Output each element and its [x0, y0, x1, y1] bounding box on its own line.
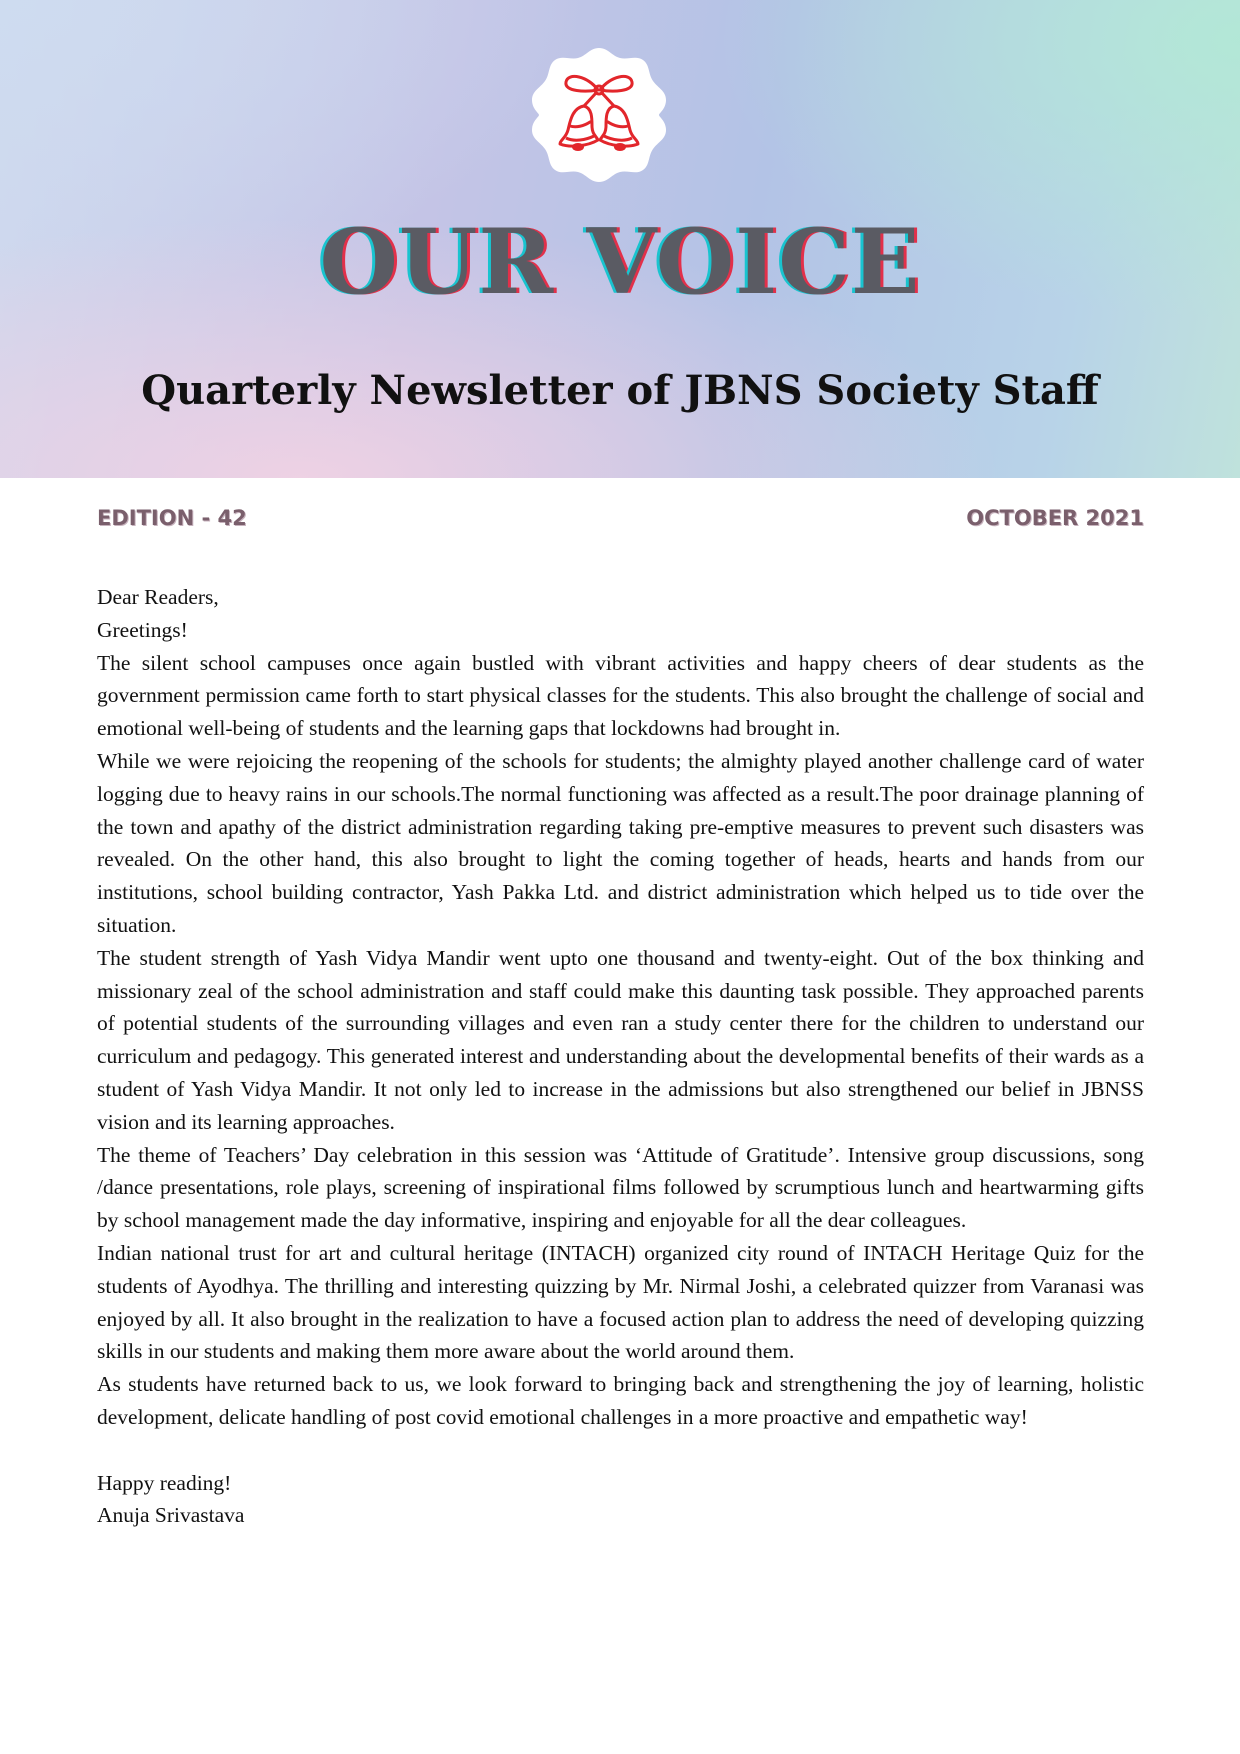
masthead: [0, 0, 1240, 478]
edition-label: EDITION - 42: [97, 506, 247, 530]
closing-line: Happy reading!: [97, 1470, 232, 1495]
letter-paragraph: As students have returned back to us, we look forward to bringing back and strengthening the joy of learning, holistic development, delicate handling of post covid emotional challenges in a more proactive and empathetic way!: [97, 1372, 1144, 1429]
letter-paragraph: The theme of Teachers’ Day celebration in this session was ‘Attitude of Gratitude’. Intensive group discussions, song /dance presentations, role plays, screening of inspirational films followed by scrumptious lunch and heartwarming gifts by school management made the day informative, inspiring and enjoyable for all the dear colleagues.: [97, 1142, 1144, 1233]
letter-paragraph: Indian national trust for art and cultural heritage (INTACH) organized city round of INTACH Heritage Quiz for the students of Ayodhya. The thrilling and interesting quizzing by Mr. Nirmal Joshi, a celebrated quizzer from Varanasi was enjoyed by all. It also brought in the realization to have a focused action plan to address the need of developing quizzing skills in our students and making them more aware about the world around them.: [97, 1240, 1144, 1364]
letter-paragraph: While we were rejoicing the reopening of the schools for students; the almighty played another challenge card of water logging due to heavy rains in our schools.The normal functioning was affected as a result.The poor drainage planning of the town and apathy of the district administration regarding taking pre-emptive measures to prevent such disasters was revealed. On the other hand, this also brought to light the coming together of heads, hearts and hands from our institutions, school building contractor, Yash Pakka Ltd. and district administration which helped us to tide over the situation.: [97, 748, 1144, 937]
letter-paragraph: The silent school campuses once again bustled with vibrant activities and happy cheers of dear students as the government permission came forth to start physical classes for the students. This also brought the challenge of social and emotional well-being of students and the learning gaps that lockdowns had brought in.: [97, 650, 1144, 741]
letter-paragraph: The student strength of Yash Vidya Mandir went upto one thousand and twenty-eight. Out of the box thinking and missionary zeal of the school administration and staff could make this daunting task possible. They approached parents of potential students of the surrounding villages and even ran a study center there for the children to understand our curriculum and pedagogy. This generated interest and understanding about the developmental benefits of their wards as a student of Yash Vidya Mandir. It not only led to increase in the admissions but also strengthened our belief in JBNSS vision and its learning approaches.: [97, 945, 1144, 1134]
bells-with-bow-icon: [530, 46, 668, 184]
greeting: Greetings!: [97, 617, 188, 642]
signature: Anuja Srivastava: [97, 1503, 245, 1528]
spacer: [97, 1434, 1144, 1467]
salutation: Dear Readers,: [97, 585, 219, 609]
newsletter-title: OUR VOICE: [319, 209, 921, 315]
editorial-letter: [97, 581, 1144, 1532]
newsletter-subtitle: Quarterly Newsletter of JBNS Society Staff: [141, 367, 1099, 414]
issue-date: OCTOBER 2021: [966, 506, 1144, 530]
